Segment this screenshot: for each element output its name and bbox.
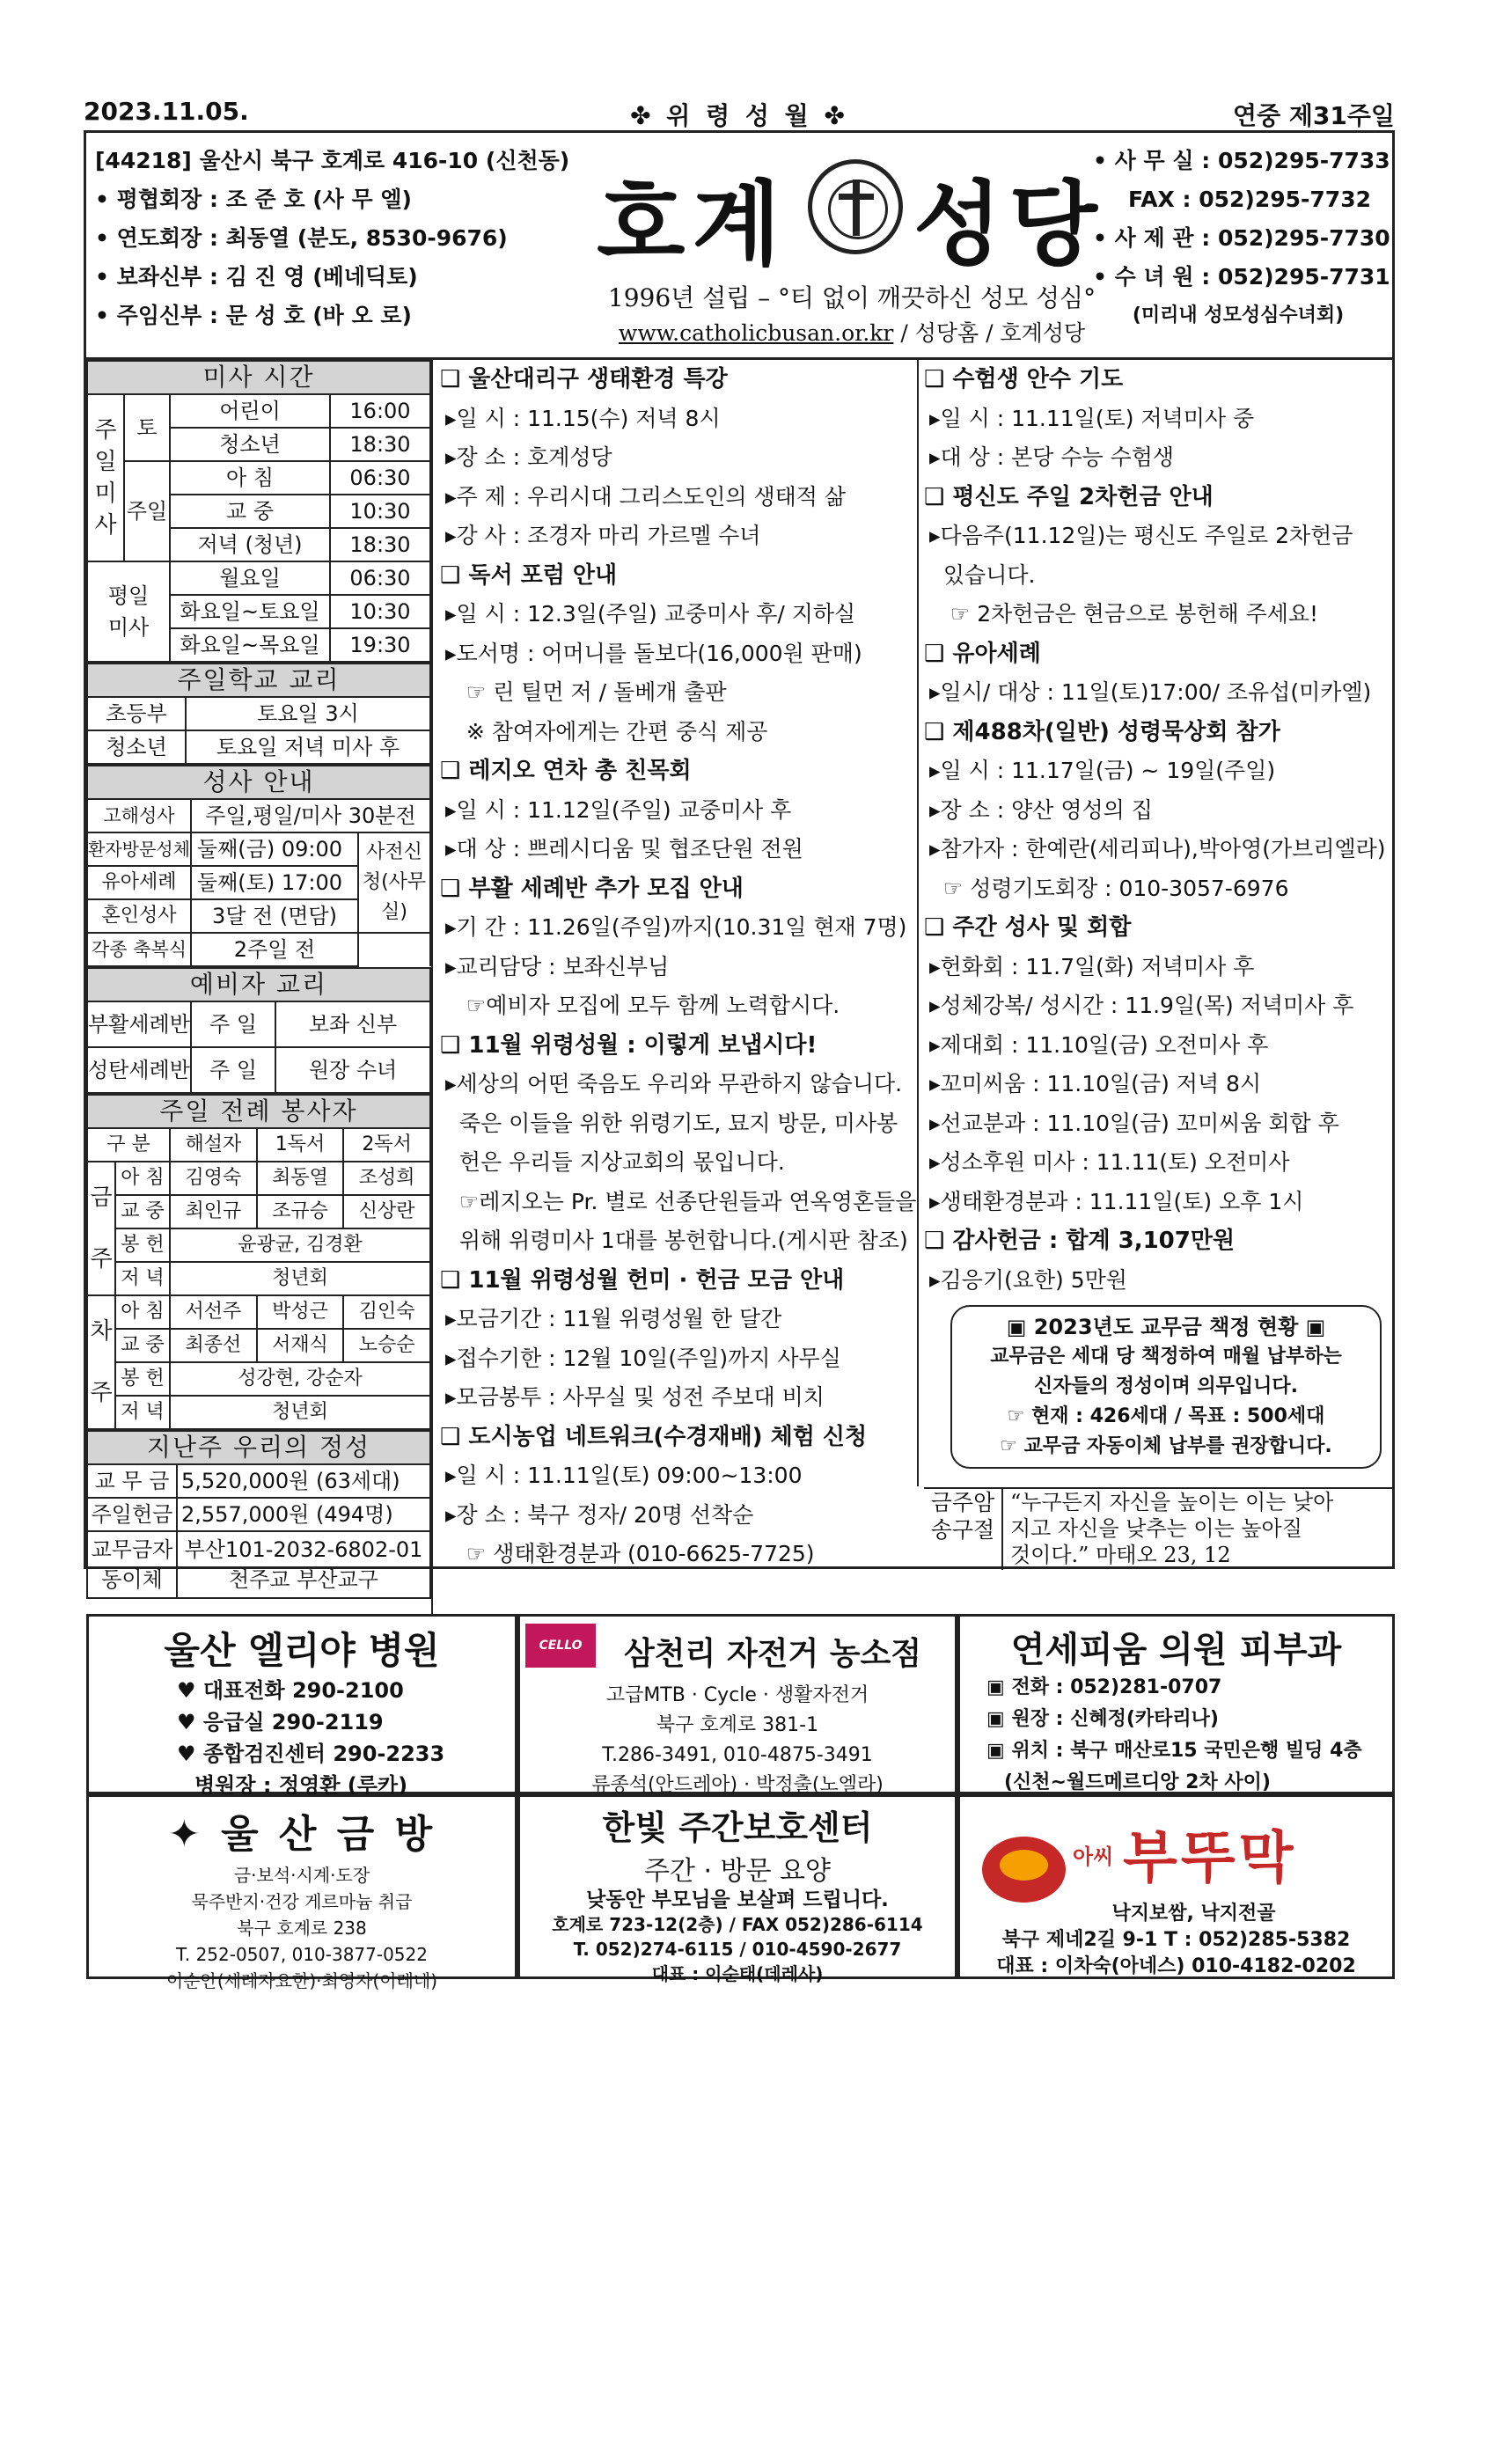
class-day: 주 일 <box>191 1047 275 1093</box>
column-divider <box>431 360 433 1614</box>
notice-heading: ❑ 11월 위령성월 헌미 · 헌금 모금 안내 <box>440 1266 845 1294</box>
notice-item: ▸일 시 : 11.12일(주일) 교중미사 후 <box>445 796 792 823</box>
notice-item: ▸모금봉투 : 사무실 및 성전 주보대 비치 <box>445 1384 825 1410</box>
notice-item: ▸세상의 어떤 죽음도 우리와 무관하지 않습니다. <box>445 1071 903 1096</box>
notice-item: 죽은 이들을 위한 위령기도, 묘지 방문, 미사봉 <box>445 1110 898 1136</box>
volunteer: 김영숙 <box>170 1162 257 1195</box>
ad-line: T. 052)274-6115 / 010-4590-2677 <box>573 1939 902 1960</box>
notice-item: ☞레지오는 Pr. 별로 선종단원들과 연옥영혼들을 <box>445 1188 917 1214</box>
ad-line: ♥ 응급실 290-2119 <box>177 1710 384 1734</box>
ad-line: 북구 호계로 381-1 <box>656 1714 819 1736</box>
school-title: 주일학교 교리 <box>87 664 430 697</box>
sacrament-info: 2주일 전 <box>191 933 358 966</box>
notice-item: ▸장 소 : 호계성당 <box>445 444 612 470</box>
verse-line: 것이다.” 마태오 23, 12 <box>1010 1543 1231 1567</box>
ad-line: 병원장 : 정영환 (루카) <box>194 1773 408 1798</box>
ad-line: ▣ 전화 : 052)281-0707 <box>986 1676 1222 1698</box>
school-time: 토요일 3시 <box>186 697 430 730</box>
sunday-label: 주일 <box>124 461 170 561</box>
school-group: 초등부 <box>87 697 186 730</box>
ad-line: 류종석(안드레아) · 박정출(노엘라) <box>591 1774 884 1796</box>
mass-title: 미사 시간 <box>87 361 430 394</box>
ad-line: 북구 호계로 238 <box>237 1918 367 1939</box>
notice-heading: ❑ 유아세례 <box>924 640 1041 667</box>
notice-heading: ❑ 11월 위령성월 : 이렇게 보냅시다! <box>440 1031 818 1059</box>
notice-item: ▸장 소 : 북구 정자/ 20명 선착순 <box>445 1501 754 1528</box>
notice-heading: ❑ 독서 포럼 안내 <box>440 561 618 589</box>
volunteer: 노승순 <box>343 1329 430 1362</box>
notice-item: ▸장 소 : 양산 영성의 집 <box>929 796 1153 823</box>
mass-time: 18:30 <box>330 428 430 461</box>
tithe-line: 교무금은 세대 당 책정하여 매월 납부하는 <box>990 1346 1342 1368</box>
notice-heading: ❑ 제488차(일반) 성령묵상회 참가 <box>924 718 1280 745</box>
ad-name: 연세피움 의원 피부과 <box>1010 1630 1342 1670</box>
verse-line: “누구든지 자신을 높이는 이는 낮아 <box>1010 1490 1334 1514</box>
notice-item: ▸김응기(요한) 5만원 <box>929 1266 1127 1293</box>
sacrament-info: 둘째(금) 09:00 <box>191 832 358 866</box>
title-block <box>579 133 1125 357</box>
offering-type: 교 무 금 <box>87 1464 177 1498</box>
right-column <box>924 360 1390 1474</box>
offering-table <box>86 1430 431 1599</box>
offering-title: 지난주 우리의 정성 <box>87 1431 430 1464</box>
notice-item: ▸일 시 : 11.11일(토) 저녁미사 중 <box>929 405 1255 431</box>
volunteer: 조성희 <box>343 1162 430 1195</box>
website-link[interactable]: www.catholicbusan.or.kr <box>618 320 894 346</box>
mass-time: 18:30 <box>330 528 430 561</box>
notice-item: ▸일 시 : 11.15(수) 저녁 8시 <box>445 405 721 431</box>
mass-slot: 저 녁 <box>115 1396 170 1429</box>
notice-item: ☞ 생태환경분과 (010-6625-7725) <box>445 1541 815 1566</box>
mass-slot: 저 녁 <box>115 1262 170 1295</box>
ad-name: 삼천리 자전거 농소점 <box>623 1636 922 1672</box>
notice-item: ▸일 시 : 11.17일(금) ~ 19일(주일) <box>929 758 1276 783</box>
parish-officers <box>95 142 588 335</box>
contact-convent: • 수 녀 원 : 052)295-7731 <box>1093 264 1390 290</box>
ad-name: ✦ 울 산 금 방 <box>167 1812 436 1857</box>
notice-item: ▸생태환경분과 : 11.11일(토) 오후 1시 <box>929 1188 1304 1214</box>
volunteer: 윤광균, 김경환 <box>170 1228 430 1262</box>
notice-heading: ❑ 부활 세례반 추가 모집 안내 <box>440 875 744 902</box>
col-header: 해설자 <box>170 1128 257 1162</box>
mass-time: 16:00 <box>330 394 430 428</box>
notice-item: ☞ 2차헌금은 현금으로 봉헌해 주세요! <box>929 601 1319 627</box>
notice-item: ▸성체강복/ 성시간 : 11.9일(목) 저녁미사 후 <box>929 993 1354 1018</box>
notice-item: ▸꼬미씨움 : 11.10일(금) 저녁 8시 <box>929 1071 1262 1096</box>
bulletin-date: 2023.11.05. <box>84 97 249 126</box>
notice-item: ▸주 제 : 우리시대 그리스도인의 생태적 삶 <box>445 483 847 510</box>
volunteer: 청년회 <box>170 1396 430 1429</box>
mass-name: 저녁 (청년) <box>170 528 330 561</box>
notice-item: ▸일 시 : 12.3일(주일) 교중미사 후/ 지하실 <box>445 601 856 627</box>
sacrament-name: 혼인성사 <box>87 899 191 933</box>
col-header: 구 분 <box>87 1128 170 1162</box>
mass-name: 청소년 <box>170 428 330 461</box>
school-group: 청소년 <box>87 730 186 764</box>
class-name: 성탄세례반 <box>87 1047 191 1093</box>
ad-line: 대표 : 이차숙(아네스) 010-4182-0202 <box>996 1955 1356 1977</box>
officer-line: • 보좌신부 : 김 진 영 (베네딕토) <box>95 264 418 290</box>
offering-amount: 5,520,000원 (63세대) <box>177 1464 430 1498</box>
notice-item: ▸다음주(11.12일)는 평신도 주일로 2차헌금 <box>929 523 1353 548</box>
ad-line: ▣ 위치 : 북구 매산로15 국민은행 빌딩 4층 <box>986 1740 1362 1762</box>
auto-transfer-label: 교무금자동이체 <box>87 1531 177 1598</box>
officer-line: • 연도회장 : 최동열 (분도, 8530-9676) <box>95 225 508 251</box>
ad-clinic <box>957 1614 1395 1794</box>
ad-line: 낮동안 부모님을 보살펴 드립니다. <box>586 1888 889 1911</box>
notice-item: ☞ 린 틸먼 저 / 돌베개 출판 <box>445 679 727 705</box>
bank-account: 부산101-2032-6802-01 <box>184 1537 423 1562</box>
notice-item: ▸대 상 : 본당 수능 수험생 <box>929 444 1175 470</box>
ad-line: T.286-3491, 010-4875-3491 <box>602 1744 873 1766</box>
contact-rectory: • 사 제 관 : 052)295-7730 <box>1093 225 1390 251</box>
ad-name: 울산 엘리야 병원 <box>164 1629 440 1672</box>
notice-item: 헌은 우리들 지상교회의 몫입니다. <box>445 1149 785 1175</box>
ad-subtitle: 주간 · 방문 요양 <box>643 1856 832 1887</box>
offering-amount: 2,557,000원 (494명) <box>177 1498 430 1531</box>
sacrament-name: 환자방문성체 <box>87 832 191 866</box>
restaurant-logo-icon <box>982 1837 1066 1903</box>
tithe-line: ☞ 현재 : 426세대 / 목표 : 500세대 <box>1007 1405 1325 1427</box>
tithe-status-box <box>950 1305 1382 1469</box>
mass-time: 06:30 <box>330 461 430 495</box>
memory-verse <box>924 1487 1392 1570</box>
volunteer: 서선주 <box>170 1295 257 1329</box>
sacrament-name: 각종 축복식 <box>87 933 191 966</box>
notice-heading: ❑ 감사헌금 : 합계 3,107만원 <box>924 1228 1236 1254</box>
mass-name: 화요일~목요일 <box>170 628 330 662</box>
liturgy-table <box>86 1094 431 1430</box>
sacrament-info: 주일,평일/미사 30분전 <box>191 799 430 832</box>
ad-line: 낙지보쌈, 낙지전골 <box>1111 1903 1276 1925</box>
tithe-line: ☞ 교무금 자동이체 납부를 권장합니다. <box>1000 1435 1332 1457</box>
notice-item: ※ 참여자에게는 간편 중식 제공 <box>445 718 768 744</box>
ad-line: ♥ 대표전화 290-2100 <box>177 1678 404 1703</box>
catechumen-title: 예비자 교리 <box>87 968 430 1001</box>
notice-item: ▸참가자 : 한예란(세리피나),박아영(가브리엘라) <box>929 836 1386 862</box>
ad-line: (신천~월드메르디앙 2차 사이) <box>1004 1771 1271 1793</box>
sunday-school-table <box>86 663 431 765</box>
ad-line: ▣ 원장 : 신혜정(카타리나) <box>986 1708 1219 1730</box>
notice-item: ☞예비자 모집에 모두 함께 노력합시다. <box>445 993 840 1018</box>
col-header: 2독서 <box>343 1128 430 1162</box>
contact-fax: FAX : 052)295-7732 <box>1128 187 1371 212</box>
ad-line: 호계로 723-12(2층) / FAX 052)286-6114 <box>552 1914 923 1935</box>
contacts <box>1093 142 1390 335</box>
class-day: 주 일 <box>191 1001 275 1047</box>
tithe-title: ▣ 2023년도 교무금 책정 현황 ▣ <box>1006 1315 1326 1339</box>
established-line: 1996년 설립 – °티 없이 깨끗하신 성모 성심° <box>607 283 1096 312</box>
month-title: ✤ 위 령 성 월 ✤ <box>630 101 848 130</box>
mass-time: 10:30 <box>330 495 430 528</box>
sunday-mass-label: 주일미사 <box>87 394 124 561</box>
top-line <box>84 97 1395 132</box>
col-header: 1독서 <box>257 1128 344 1162</box>
title-part-b: 성당 <box>913 170 1104 278</box>
notice-item: ▸대 상 : 쁘레시디움 및 협조단원 전원 <box>445 836 803 862</box>
advance-request-note: 사전신청(사무실) <box>358 832 430 933</box>
notice-item: 위해 위령미사 1대를 봉헌합니다.(게시판 참조) <box>445 1228 908 1253</box>
ad-line: T. 252-0507, 010-3877-0522 <box>176 1944 428 1965</box>
ad-line: 고급MTB · Cycle · 생활자전거 <box>605 1684 869 1706</box>
ad-jewelry <box>86 1794 517 1991</box>
sacrament-info: 둘째(토) 17:00 <box>191 866 358 899</box>
this-week-label: 금주 <box>87 1162 115 1295</box>
notice-item: ▸교리담당 : 보좌신부님 <box>445 953 670 979</box>
volunteer: 박성근 <box>257 1295 344 1329</box>
parish-seal-icon <box>808 159 903 254</box>
notice-item: ▸기 간 : 11.26일(주일)까지(10.31일 현재 7명) <box>445 914 907 940</box>
notice-item: ▸선교분과 : 11.10일(금) 꼬미씨움 회합 후 <box>929 1110 1339 1136</box>
ad-line: 금·보석·시계·도장 <box>233 1865 370 1886</box>
catechumen-table <box>86 967 431 1094</box>
liturgical-week: 연중 제31주일 <box>1233 101 1395 130</box>
mass-slot: 아 침 <box>115 1295 170 1329</box>
ad-line: 북구 제네2길 9-1 T : 052)285-5382 <box>1001 1929 1351 1951</box>
officer-line: • 주임신부 : 문 성 호 (바 오 로) <box>95 303 412 328</box>
notice-heading: ❑ 레지오 연차 총 친목회 <box>440 758 692 784</box>
officer-line: • 평협회장 : 조 준 호 (사 무 엘) <box>95 187 412 212</box>
ad-hospital <box>86 1614 517 1798</box>
weekday-mass-label: 평일미사 <box>87 561 170 662</box>
memory-verse-label: 금주암송구절 <box>924 1489 1003 1570</box>
ad-name: 부뚜막 <box>1123 1826 1297 1891</box>
notice-heading: ❑ 수험생 안수 기도 <box>924 366 1124 392</box>
class-teacher: 원장 수녀 <box>275 1047 430 1093</box>
notice-item: ▸일 시 : 11.11일(토) 09:00~13:00 <box>445 1463 803 1488</box>
sacrament-name: 고해성사 <box>87 799 191 832</box>
mass-name: 아 침 <box>170 461 330 495</box>
volunteer: 조규승 <box>257 1195 344 1228</box>
sacrament-info: 3달 전 (면담) <box>191 899 358 933</box>
mass-name: 교 중 <box>170 495 330 528</box>
mass-slot: 아 침 <box>115 1162 170 1195</box>
ad-daycare <box>517 1794 957 1984</box>
ad-line: 대표 : 이순태(데레사) <box>651 1963 824 1984</box>
notice-item: ▸접수기한 : 12월 10일(주일)까지 사무실 <box>445 1345 841 1371</box>
middle-column <box>440 360 917 1574</box>
notice-item: ▸제대회 : 11.10일(금) 오전미사 후 <box>929 1031 1269 1058</box>
notice-heading: ❑ 울산대리구 생태환경 특강 <box>440 366 728 392</box>
class-name: 부활세례반 <box>87 1001 191 1047</box>
tithe-line: 신자들의 정성이며 의무입니다. <box>1034 1375 1298 1397</box>
notice-item: ▸헌화회 : 11.7일(화) 저녁미사 후 <box>929 953 1255 979</box>
verse-line: 지고 자신을 낮추는 이는 높아질 <box>1010 1516 1302 1541</box>
sacraments-table <box>86 765 431 967</box>
notice-item: ☞ 성령기도회장 : 010-3057-6976 <box>929 875 1289 901</box>
cello-logo: CELLO <box>525 1624 596 1668</box>
volunteer: 신상란 <box>343 1195 430 1228</box>
restaurant-prefix: 아씨 <box>1073 1844 1114 1869</box>
mass-slot: 봉 헌 <box>115 1362 170 1396</box>
ad-bicycle <box>517 1614 957 1794</box>
mass-name: 화요일~토요일 <box>170 595 330 628</box>
mass-slot: 교 중 <box>115 1195 170 1228</box>
address: [44218] 울산시 북구 호계로 416-10 (신천동) <box>95 148 570 173</box>
website-path: / 성당홈 / 호계성당 <box>893 320 1086 346</box>
next-week-label: 차주 <box>87 1295 115 1429</box>
volunteer: 청년회 <box>170 1262 430 1295</box>
mass-slot: 교 중 <box>115 1329 170 1362</box>
ad-line: 이순안(세례자요한)·최영자(이레네) <box>165 1970 438 1991</box>
school-time: 토요일 저녁 미사 후 <box>186 730 430 764</box>
mass-time: 10:30 <box>330 595 430 628</box>
notice-item: ▸성소후원 미사 : 11.11(토) 오전미사 <box>929 1149 1290 1175</box>
class-teacher: 보좌 신부 <box>275 1001 430 1047</box>
notice-item: ▸도서명 : 어머니를 돌보다(16,000원 판매) <box>445 640 862 666</box>
volunteer: 서재식 <box>257 1329 344 1362</box>
notice-item: 있습니다. <box>929 561 1036 588</box>
sacrament-name: 유아세례 <box>87 866 191 899</box>
account-holder: 천주교 부산교구 <box>229 1567 378 1592</box>
title-part-a: 호계 <box>597 170 788 278</box>
offering-type: 주일헌금 <box>87 1498 177 1531</box>
mass-time: 06:30 <box>330 561 430 595</box>
mass-name: 월요일 <box>170 561 330 595</box>
ad-restaurant <box>957 1794 1395 1979</box>
mass-slot: 봉 헌 <box>115 1228 170 1262</box>
column-divider <box>917 360 919 1486</box>
left-column <box>86 360 431 1599</box>
mass-time: 19:30 <box>330 628 430 662</box>
notice-item: ▸모금기간 : 11월 위령성월 한 달간 <box>445 1306 782 1331</box>
mass-schedule-table <box>86 360 431 663</box>
notice-heading: ❑ 평신도 주일 2차헌금 안내 <box>924 483 1214 510</box>
saturday-label: 토 <box>124 394 170 461</box>
notice-heading: ❑ 도시농업 네트워크(수경재배) 체험 신청 <box>440 1423 868 1450</box>
notice-heading: ❑ 주간 성사 및 회합 <box>924 914 1132 941</box>
notice-item: ▸강 사 : 조경자 마리 가르멜 수녀 <box>445 523 761 548</box>
volunteer: 최동열 <box>257 1162 344 1195</box>
volunteer: 최인규 <box>170 1195 257 1228</box>
volunteer: 최종선 <box>170 1329 257 1362</box>
volunteer: 성강현, 강순자 <box>170 1362 430 1396</box>
liturgy-title: 주일 전례 봉사자 <box>87 1095 430 1128</box>
sacraments-title: 성사 안내 <box>87 766 430 799</box>
ad-name: 한빛 주간보호센터 <box>602 1808 873 1847</box>
mass-name: 어린이 <box>170 394 330 428</box>
contact-office: • 사 무 실 : 052)295-7733 <box>1093 148 1390 173</box>
ad-line: 묵주반지·건강 게르마늄 취급 <box>191 1891 413 1912</box>
volunteer: 김인숙 <box>343 1295 430 1329</box>
ad-line: ♥ 종합검진센터 290-2233 <box>177 1742 445 1766</box>
masthead <box>86 133 1392 360</box>
notice-item: ▸일시/ 대상 : 11일(토)17:00/ 조유섭(미카엘) <box>929 679 1372 705</box>
convent-name: (미리내 성모성심수녀회) <box>1132 304 1345 326</box>
